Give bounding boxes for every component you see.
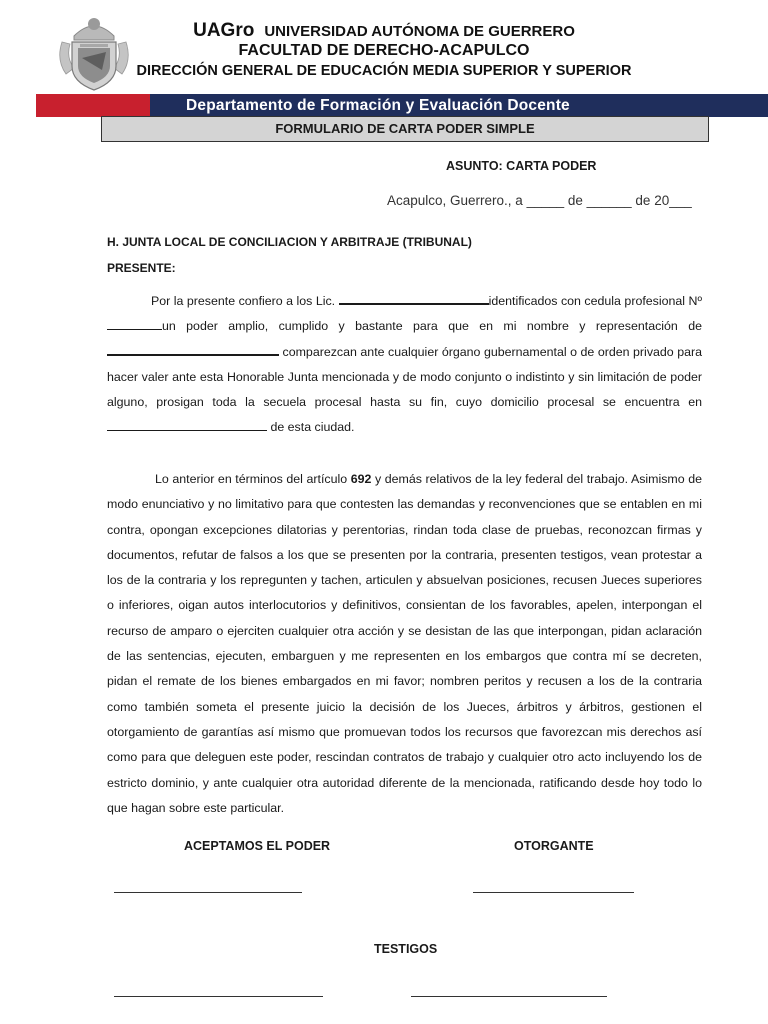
paragraph-grant-b: identificados con cedula profesional Nº [488,294,702,308]
faculty-name: FACULTAD DE DERECHO-ACAPULCO [238,42,530,59]
form-title: FORMULARIO DE CARTA PODER SIMPLE [101,116,709,142]
addressee-present: PRESENTE: [107,261,176,275]
subject-line: ASUNTO: CARTA PODER [446,159,597,173]
paragraph-grant-e: de esta ciudad. [267,420,355,435]
paragraph-grant-c: un poder amplio, cumplido y bastante para que en mi nombre y representación de [162,319,702,334]
department-band [36,94,768,117]
blank-represented-name[interactable] [107,343,279,356]
blank-license-number[interactable] [107,318,162,330]
place-date-line: Acapulco, Guerrero., a _____ de ______ de 20___ [387,193,692,208]
department-name: Departamento de Formación y Evaluación Docente [186,97,570,114]
accept-signature-line[interactable] [114,891,302,893]
witnesses-label: TESTIGOS [374,942,438,956]
accept-power-label: ACEPTAMOS EL PODER [184,839,331,853]
brand-acronym: UAGro [193,20,255,41]
blank-domicile[interactable] [107,419,267,431]
witness-two-signature-line[interactable] [411,995,607,997]
paragraph-grant [107,289,702,441]
direction-name: DIRECCIÓN GENERAL DE EDUCACIÓN MEDIA SUPERIOR Y SUPERIOR [136,63,632,79]
addressee-line: H. JUNTA LOCAL DE CONCILIACION Y ARBITRAJE (TRIBUNAL) [107,235,472,249]
paragraph-grant-d: comparezcan ante cualquier órgano gubernamental o de orden privado para hacer valer ante esta Honorable Junta mencionada y de modo conjunto o indistinto y sin limitación de poder alguno, prosigan toda la secuela procesal hasta su fin, cuyo domicilio procesal se encuentra en [107,344,702,410]
paragraph-powers-b: y demás relativos de la ley federal del trabajo. Asimismo de modo enunciativo y no limitativo para que contesten las demandas y reconvenciones que se entablen en mi contra, opongan excepciones dilatorias y perentorias, rindan toda clase de pruebas, reconozcan firmas y documentos, refutar de falsos a los que se presenten por la contraria, presenten testigos, vean protestar a los de la contraria y los repregunten y tachen, articulen y absuelvan posiciones, recusen Jueces superiores o inferiores, oigan autos interlocutorios y definitivos, consientan de los favorables, apelen, interpongan el recurso de amparo o ejerciten cualquier otra acción y se desistan de las que interpongan, pidan aclaración de las sentencias, ejecuten, embarguen y me representen en los embargos que contra mí se decreten, pidan el remate de los bienes embargados en mi favor; nombren peritos y recusen a los de la contraria como también someta el presente juicio la decisión de los Jueces, árbitros y árbitros, gestionen el otorgamiento de garantías así mismo que promuevan todos los recursos que favorezcan mis derechos así como para que deleguen este poder, rescindan contratos de trabajo y cualquier otro acto incluyendo los de estricto dominio, y ante cualquier otra autoridad diferente de la mencionada, ratificando desde hoy todo lo que hagan sobre este particular. [107,472,702,815]
paragraph-grant-a: Por la presente confiero a los Lic. [151,294,339,308]
paragraph-powers [107,467,702,821]
grantor-label: OTORGANTE [514,839,594,853]
university-header [0,20,768,42]
band-red-block [36,94,150,117]
grantor-signature-line[interactable] [473,891,634,893]
blank-lawyer-names[interactable] [339,292,489,305]
article-number: 692 [350,472,372,486]
paragraph-powers-a: Lo anterior en términos del artículo [155,472,351,486]
university-name: UNIVERSIDAD AUTÓNOMA DE GUERRERO [264,23,575,40]
witness-one-signature-line[interactable] [114,995,323,997]
